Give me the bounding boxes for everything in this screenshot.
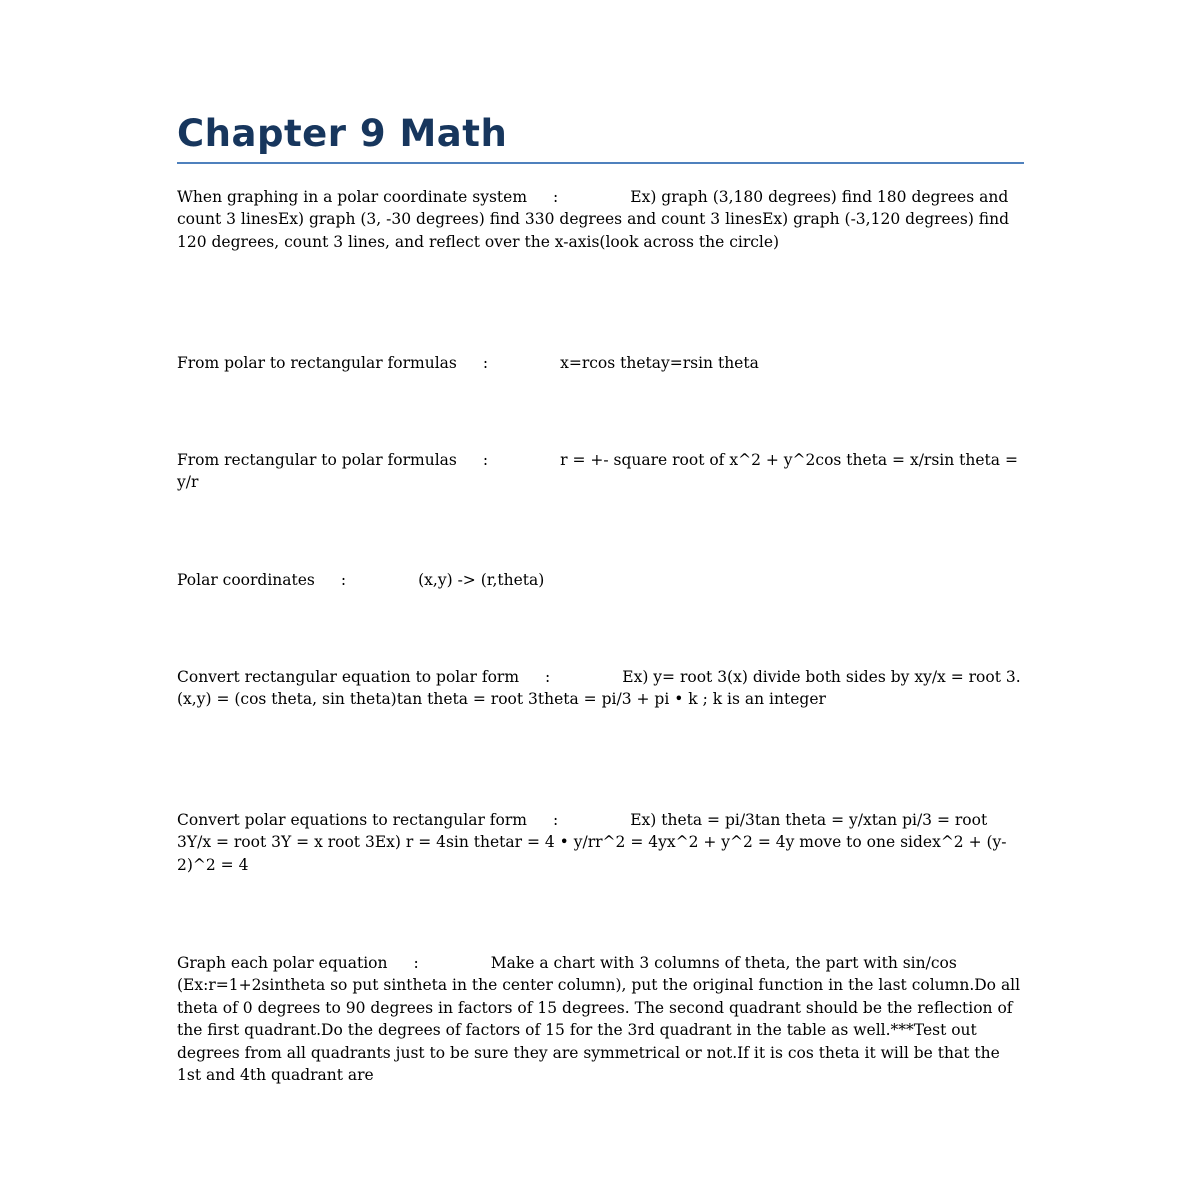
entry-definition: r = +- square root of x^2 + y^2cos theta = x/rsin theta = y/r	[177, 451, 1018, 492]
entry-term: From polar to rectangular formulas	[177, 354, 457, 372]
entry-definition: Ex) graph (3,180 degrees) find 180 degrees and count 3 linesEx) graph (3, -30 degrees) find 330 degrees and count 3 linesEx) graph (-3,120 degrees) find 120 degrees, count 3 lines, and reflect over the x-axis(look across the circle)	[177, 188, 1010, 251]
title-underline	[177, 162, 1024, 164]
entry-term: Graph each polar equation	[177, 954, 388, 972]
entry-rect-to-polar	[177, 449, 1024, 494]
entry-term: Convert polar equations to rectangular form	[177, 811, 527, 829]
entry-definition: Ex) theta = pi/3tan theta = y/xtan pi/3 = root 3Y/x = root 3Y = x root 3Ex) r = 4sin thetar = 4 • y/rr^2 = 4yx^2 + y^2 = 4y move to one sidex^2 + (y-2)^2 = 4	[177, 811, 1007, 874]
entry-term: When graphing in a polar coordinate system	[177, 188, 528, 206]
entry-term: Polar coordinates	[177, 571, 315, 589]
entry-polar-to-rect	[177, 352, 1024, 374]
entry-separator: :	[482, 354, 489, 372]
entry-separator: :	[413, 954, 419, 972]
entry-separator: :	[340, 571, 347, 589]
entry-graph-polar-equation	[177, 952, 1024, 1086]
entry-definition: Make a chart with 3 columns of theta, the part with sin/cos (Ex:r=1+2sintheta so put sintheta in the center column), put the original function in the last column.Do all theta of 0 degrees to 90 degrees in factors of 15 degrees. The second quadrant should be the reflection of the first quadrant.Do the degrees of factors of 15 for the 3rd quadrant in the table as well.***Test out degrees from all quadrants just to be sure they are symmetrical or not.If it is cos theta it will be that the 1st and 4th quadrant are	[177, 954, 1021, 1085]
document-page	[177, 110, 1024, 1085]
entry-definition: Ex) y= root 3(x) divide both sides by xy/x = root 3. (x,y) = (cos theta, sin theta)tan theta = root 3theta = pi/3 + pi • k ; k is an integer	[177, 668, 1021, 709]
entry-term: From rectangular to polar formulas	[177, 451, 457, 469]
entry-separator: :	[545, 668, 551, 686]
entry-separator: :	[553, 188, 559, 206]
entry-definition: (x,y) -> (r,theta)	[418, 571, 545, 589]
entry-separator: :	[552, 811, 559, 829]
entry-convert-rect-to-polar	[177, 666, 1024, 711]
page-title: Chapter 9 Math	[177, 112, 508, 155]
entry-convert-polar-to-rect	[177, 809, 1024, 876]
entry-definition: x=rcos thetay=rsin theta	[560, 354, 759, 372]
entry-separator: :	[482, 451, 489, 469]
entry-polar-coordinates	[177, 569, 1024, 591]
entry-graphing-polar	[177, 186, 1024, 253]
entry-term: Convert rectangular equation to polar form	[177, 668, 520, 686]
